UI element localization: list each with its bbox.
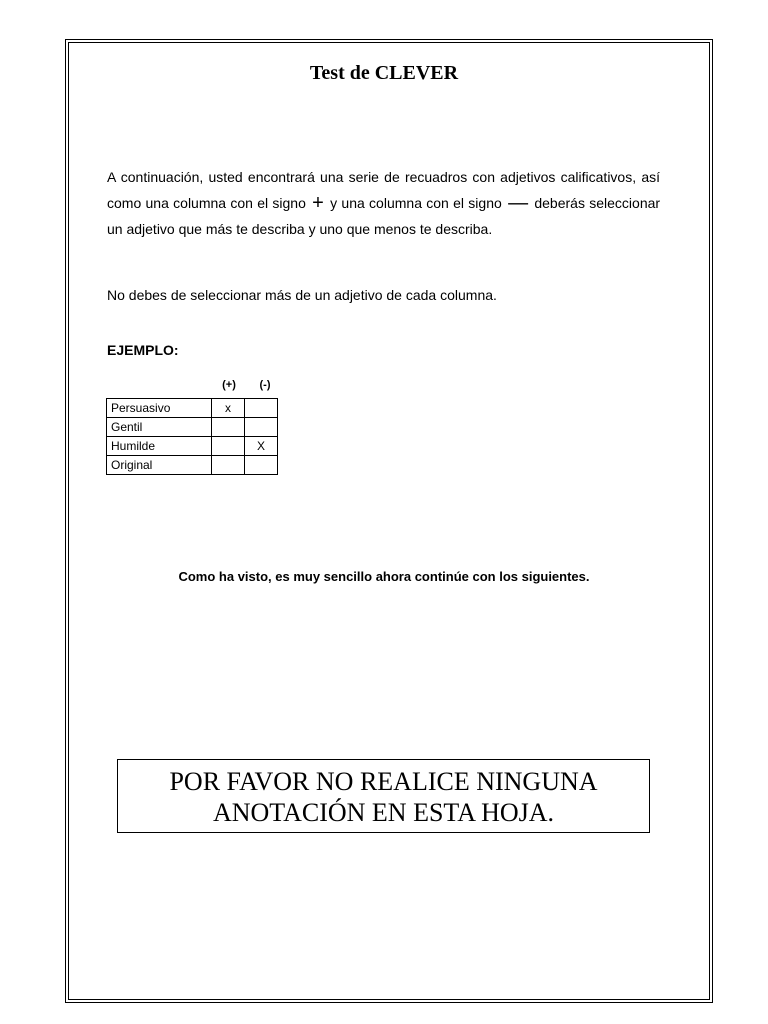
- minus-mark-cell: [245, 418, 278, 437]
- adjective-cell: Gentil: [107, 418, 212, 437]
- table-row: [107, 456, 278, 475]
- adjective-cell: Original: [107, 456, 212, 475]
- minus-sign: —: [508, 192, 529, 214]
- intro-paragraph: [107, 164, 660, 242]
- intro-text-part2: y una columna con el signo: [330, 195, 502, 211]
- plus-column-header: (+): [222, 379, 236, 391]
- plus-mark-cell: [212, 456, 245, 475]
- example-label: EJEMPLO:: [107, 342, 179, 358]
- table-row: [107, 399, 278, 418]
- selection-rule: No debes de seleccionar más de un adjetivo de cada columna.: [107, 287, 497, 303]
- minus-mark-cell: [245, 399, 278, 418]
- table-row: [107, 418, 278, 437]
- example-table: [106, 398, 278, 475]
- adjective-cell: Persuasivo: [107, 399, 212, 418]
- adjective-cell: Humilde: [107, 437, 212, 456]
- minus-mark-cell: [245, 456, 278, 475]
- intro-text-part1: A continuación, usted encontrará una serie de recuadros con adjetivos calificativos, así como una columna con el signo: [107, 169, 660, 211]
- plus-mark-cell: [212, 418, 245, 437]
- plus-mark-cell: [212, 437, 245, 456]
- notice-line-1: POR FAVOR NO REALICE NINGUNA: [169, 767, 598, 796]
- document-title: Test de CLEVER: [309, 62, 459, 84]
- minus-mark-cell: X: [245, 437, 278, 456]
- intro-text-part3: deberás seleccionar un adjetivo que más te describa y uno que menos te describa.: [107, 195, 661, 237]
- notice-line-2: ANOTACIÓN EN ESTA HOJA.: [212, 798, 555, 827]
- plus-mark-cell: x: [212, 399, 245, 418]
- notice-box: [117, 759, 650, 833]
- table-row: [107, 437, 278, 456]
- minus-column-header: (-): [259, 379, 271, 391]
- plus-sign: +: [312, 192, 324, 214]
- continue-instruction: Como ha visto, es muy sencillo ahora continúe con los siguientes.: [178, 569, 590, 584]
